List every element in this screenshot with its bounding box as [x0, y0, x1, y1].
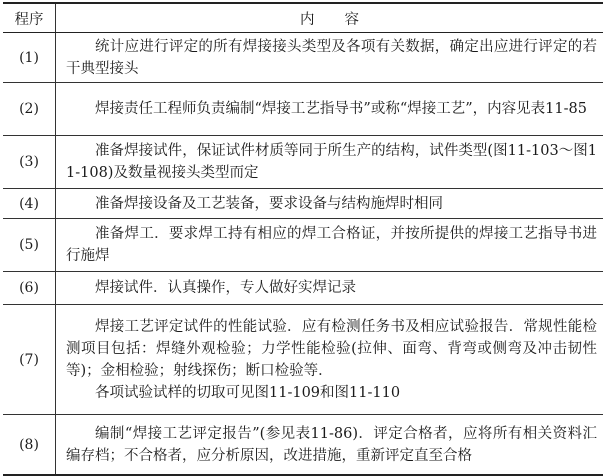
- step-content: 编制“焊接工艺评定报告”(参见表11-86)．评定合格者，应将所有相关资料汇编存档；不合格者，应分析原因，改进措施，重新评定直至合格: [56, 415, 604, 476]
- step-number: (6): [3, 272, 56, 305]
- step-content: 准备焊接设备及工艺装备，要求设备与结构施焊时相同: [56, 189, 604, 219]
- step-number: (5): [3, 219, 56, 272]
- table-header-row: [3, 3, 603, 33]
- step-content: 焊接责任工程师负责编制“焊接工艺指导书”或称“焊接工艺”，内容见表11-85: [56, 83, 604, 136]
- step-column-header: 程序: [3, 3, 56, 33]
- table-row: [3, 83, 603, 136]
- step-number: (3): [3, 136, 56, 189]
- procedure-table: [3, 2, 603, 476]
- content-column-header: 内容: [56, 3, 604, 33]
- table-row: [3, 189, 603, 219]
- table-row: [3, 272, 603, 305]
- table-row: [3, 33, 603, 83]
- step-content: [56, 305, 604, 415]
- step-number: (2): [3, 83, 56, 136]
- step-number: (7): [3, 305, 56, 415]
- step-content: 准备焊工．要求焊工持有相应的焊工合格证，并按所提供的焊接工艺指导书进行施焊: [56, 219, 604, 272]
- table-row: [3, 305, 603, 415]
- table-row: [3, 136, 603, 189]
- table-row: [3, 415, 603, 476]
- step-content: 统计应进行评定的所有焊接接头类型及各项有关数据，确定出应进行评定的若干典型接头: [56, 33, 604, 83]
- table-row: [3, 219, 603, 272]
- step-number: (1): [3, 33, 56, 83]
- step-content: 焊接试件．认真操作，专人做好实焊记录: [56, 272, 604, 305]
- step-content-note: 各项试验试样的切取可见图11-109和图11-110: [95, 384, 401, 401]
- step-number: (4): [3, 189, 56, 219]
- step-content-main: 焊接工艺评定试件的性能试验．应有检测任务书及相应试验报告．常规性能检测项目包括：焊缝外观检验；力学性能检验(拉伸、面弯、背弯或侧弯及冲击韧性等)；金相检验；射线探伤；断口检验等．: [66, 318, 597, 379]
- step-content: 准备焊接试件，保证试件材质等同于所生产的结构，试件类型(图11-103～图11-108)及数量视接头类型而定: [56, 136, 604, 189]
- step-number: (8): [3, 415, 56, 476]
